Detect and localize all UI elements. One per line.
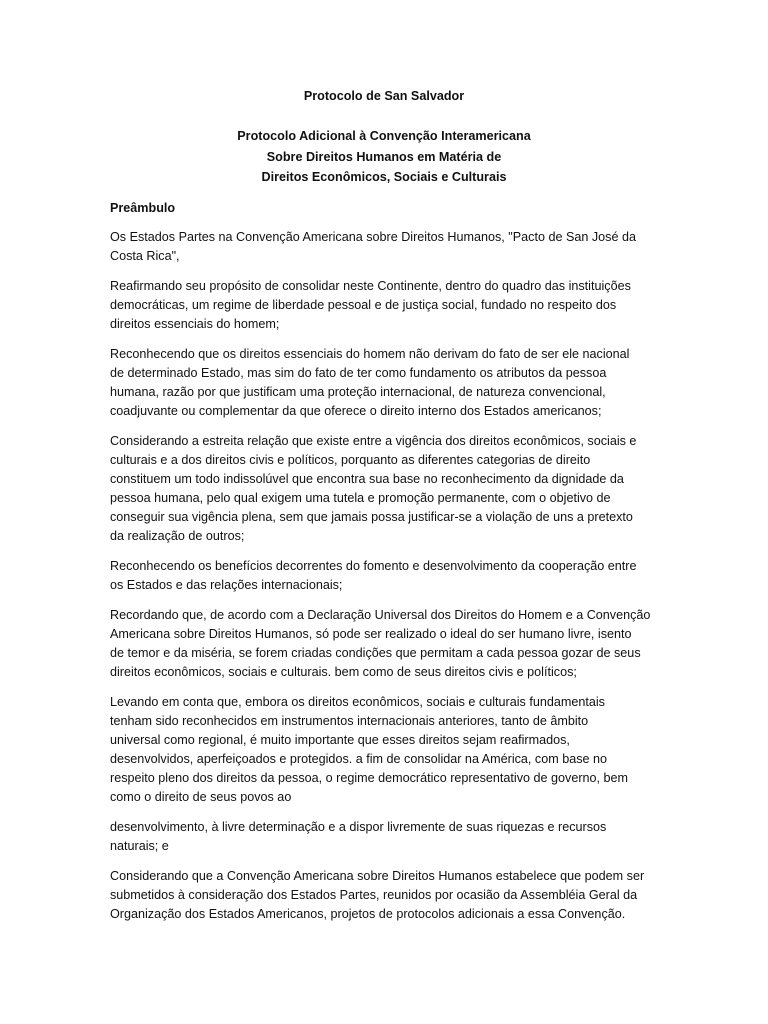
paragraph-line: Americana sobre Direitos Humanos, só pode ser realizado o ideal do ser humano livre, isento (110, 626, 632, 641)
paragraph (110, 557, 658, 595)
paragraph-line: conseguir sua vigência plena, sem que jamais possa justificar-se a violação de uns a pretexto (110, 509, 633, 524)
subtitle-line: Direitos Econômicos, Sociais e Culturais (261, 170, 507, 184)
document-title: Protocolo de San Salvador (303, 89, 465, 103)
paragraph (110, 818, 658, 856)
paragraph-line: culturais e a dos direitos civis e políticos, porquanto as diferentes categorias de direito (110, 452, 591, 467)
paragraph-line: universal como regional, é muito importante que esses direitos sejam reafirmados, (110, 732, 570, 747)
paragraph-line: Reafirmando seu propósito de consolidar neste Continente, dentro do quadro das instituições (110, 278, 631, 293)
paragraph-line: Considerando que a Convenção Americana sobre Direitos Humanos estabelece que podem ser (110, 868, 645, 883)
paragraph-line: coadjuvante ou complementar da que oferece o direito interno dos Estados americanos; (110, 403, 602, 418)
paragraph (110, 345, 658, 421)
paragraph-line: desenvolvimento, à livre determinação e a dispor livremente de suas riquezas e recursos (110, 819, 607, 834)
paragraph-line: humana, razão por que justificam uma proteção internacional, de natureza convencional, (110, 384, 606, 399)
paragraph-line: Organização dos Estados Americanos, projetos de protocolos adicionais a essa Convenção. (110, 906, 626, 921)
paragraph (110, 277, 658, 334)
paragraph-line: da realização de outros; (110, 528, 245, 543)
paragraph-line: Considerando a estreita relação que existe entre a vigência dos direitos econômicos, sociais e (110, 433, 637, 448)
paragraph-line: direitos econômicos, sociais e culturais. bem como de seus direitos civis e políticos; (110, 664, 577, 679)
paragraph-line: submetidos à consideração dos Estados Partes, reunidos por ocasião da Assembléia Geral da (110, 887, 638, 902)
paragraph-line: direitos essenciais do homem; (110, 316, 280, 331)
paragraph (110, 606, 658, 682)
paragraph-line: Reconhecendo que os direitos essenciais do homem não derivam do fato de ser ele nacional (110, 346, 630, 361)
paragraph-line: tenham sido reconhecidos em instrumentos internacionais anteriores, tanto de âmbito (110, 713, 589, 728)
paragraph-line: Levando em conta que, embora os direitos econômicos, sociais e culturais fundamentais (110, 694, 605, 709)
paragraph-line: naturais; e (110, 838, 169, 853)
subtitle-line: Protocolo Adicional à Convenção Interamericana (237, 129, 531, 143)
paragraph (110, 228, 658, 266)
paragraph-line: como o direito de seus povos ao (110, 789, 292, 804)
paragraph-line: Reconhecendo os benefícios decorrentes do fomento e desenvolvimento da cooperação entre (110, 558, 637, 573)
paragraph (110, 432, 658, 546)
subtitle-line: Sobre Direitos Humanos em Matéria de (266, 149, 502, 164)
paragraph-line: Costa Rica", (110, 248, 180, 263)
paragraph-line: desenvolvidos, aperfeiçoados e protegidos. a fim de consolidar na América, com base no (110, 751, 608, 766)
paragraph (110, 693, 658, 807)
paragraph (110, 867, 658, 924)
paragraph-line: respeito pleno dos direitos da pessoa, o regime democrático representativo de governo, bem (110, 770, 629, 785)
document-subtitle (110, 126, 658, 188)
paragraph-line: democráticas, um regime de liberdade pessoal e de justiça social, fundado no respeito dos (110, 297, 617, 312)
paragraph-line: pessoa humana, pelo qual exigem uma tutela e promoção permanente, com o objetivo de (110, 490, 611, 505)
document-body (110, 228, 658, 924)
paragraph-line: Recordando que, de acordo com a Declaração Universal dos Direitos do Homem e a Convenção (110, 607, 651, 622)
paragraph-line: constituem um todo indissolúvel que encontra sua base no reconhecimento da dignidade da (110, 471, 624, 486)
paragraph-line: Os Estados Partes na Convenção Americana sobre Direitos Humanos, "Pacto de San José da (110, 229, 636, 244)
paragraph-line: os Estados e das relações internacionais; (110, 577, 343, 592)
paragraph-line: de temor e da miséria, se forem criadas condições que permitam a cada pessoa gozar de seus (110, 645, 641, 660)
paragraph-line: de determinado Estado, mas sim do fato de ter como fundamento os atributos da pessoa (110, 365, 607, 380)
section-heading: Preâmbulo (110, 200, 176, 215)
